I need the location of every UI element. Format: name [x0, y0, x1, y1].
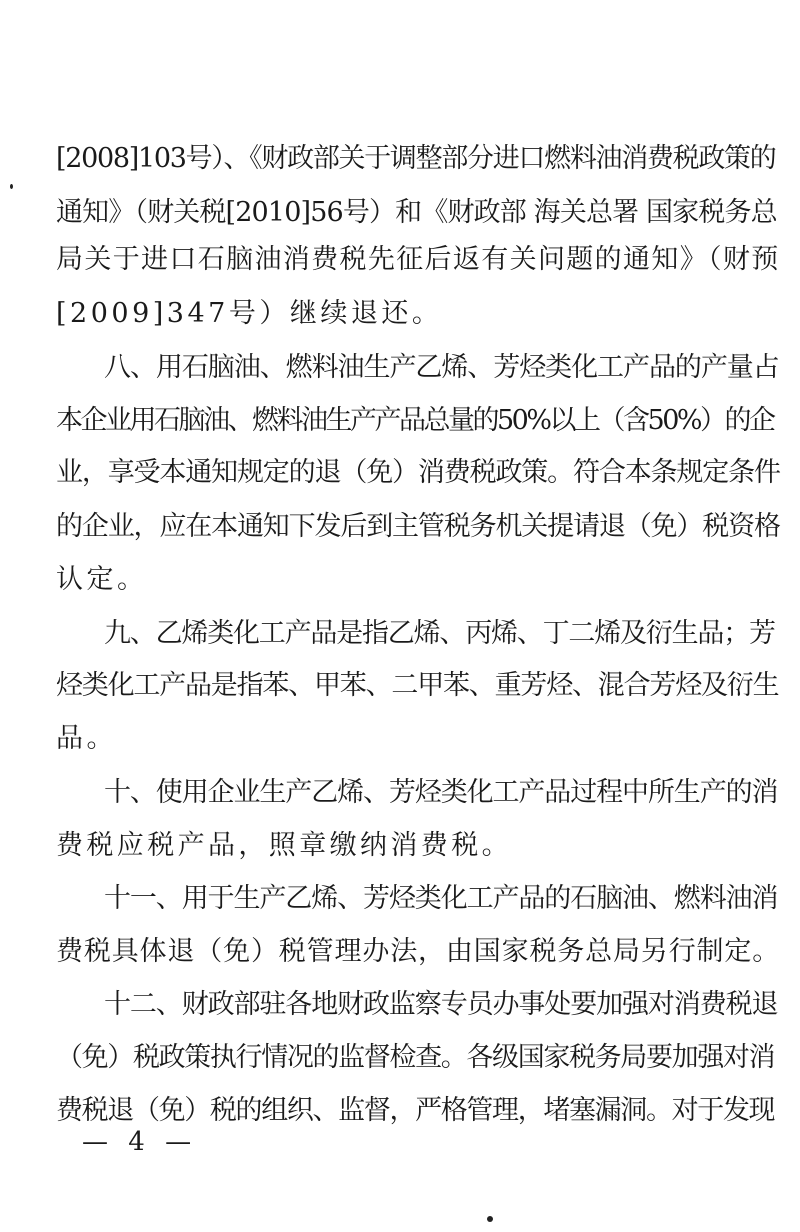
text-line: 烃类化工产品是指苯、甲苯、二甲苯、重芳烃、混合芳烃及衍生	[56, 670, 779, 701]
text-line: 通知》（财关税[2010]56号）和《财政部 海关总署 国家税务总	[56, 197, 777, 228]
paragraph-9-start: 九、乙烯类化工产品是指乙烯、丙烯、丁二烯及衍生品；芳	[104, 618, 775, 649]
text-line: 费税具体退（免）税管理办法，由国家税务总局另行制定。	[56, 936, 781, 967]
paragraph-11-start: 十一、用于生产乙烯、芳烃类化工产品的石脑油、燃料油消	[104, 883, 778, 914]
paragraph-8-start: 八、用石脑油、燃料油生产乙烯、芳烃类化工产品的产量占	[104, 352, 779, 383]
scan-speck	[10, 184, 13, 189]
page-number: — 4 —	[82, 1127, 198, 1157]
text-line: 费税退（免）税的组织、监督，严格管理，堵塞漏洞。对于发现	[56, 1095, 775, 1126]
text-line: [2008]103号）、《财政部关于调整部分进口燃料油消费税政策的	[56, 143, 776, 174]
text-line: 品。	[56, 723, 117, 754]
text-line: 本企业用石脑油、燃料油生产产品总量的50%以上（含50%）的企	[56, 405, 774, 436]
text-line: [2009]347号）继续退还。	[56, 298, 443, 329]
text-line: 局关于进口石脑油消费税先征后返有关问题的通知》（财预	[56, 244, 780, 275]
text-line: 费税应税产品，照章缴纳消费税。	[56, 830, 512, 861]
scan-speck	[487, 1216, 493, 1222]
text-line: 的企业，应在本通知下发后到主管税务机关提请退（免）税资格	[56, 511, 780, 542]
paragraph-12-start: 十二、财政部驻各地财政监察专员办事处要加强对消费税退	[104, 989, 778, 1020]
text-line: 业，享受本通知规定的退（免）消费税政策。符合本条规定条件	[56, 457, 780, 488]
paragraph-10-start: 十、使用企业生产乙烯、芳烃类化工产品过程中所生产的消	[104, 777, 778, 808]
text-line: （免）税政策执行情况的监督检查。各级国家税务局要加强对消	[56, 1042, 775, 1073]
text-line: 认定。	[56, 564, 148, 595]
